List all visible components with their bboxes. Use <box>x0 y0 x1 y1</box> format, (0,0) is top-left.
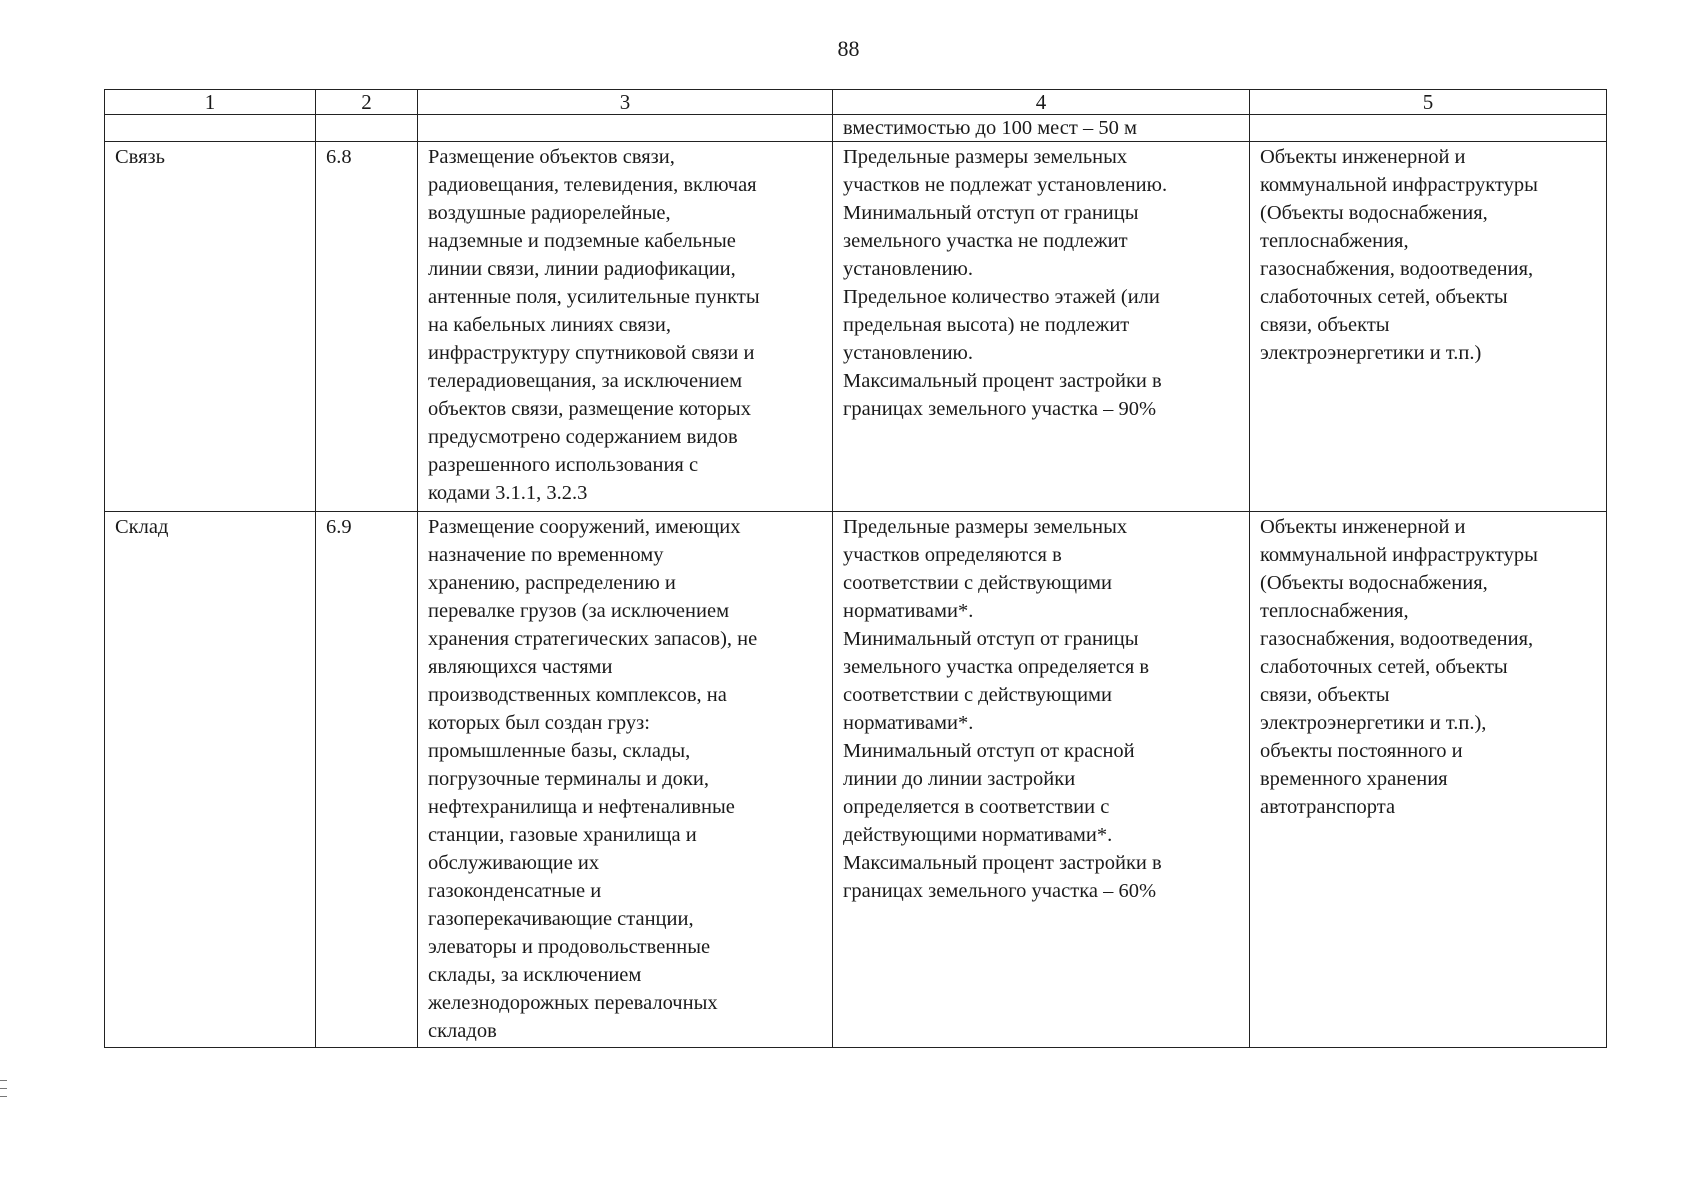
use-parameters: Предельные размеры земельных участков определяются в соответствии с действующими нормативами*. Минимальный отступ от границы земельного участка определяется в соответствии с действующими нормативами*. Минимальный отступ от красной линии до линии застройки определяется в соответствии с действующими нормативами*. Максимальный процент застройки в границах земельного участка – 60% <box>833 512 1250 1048</box>
use-description: Размещение сооружений, имеющих назначение по временному хранению, распределению и перевалке грузов (за исключением хранения стратегических запасов), не являющихся частями производственных комплексов, на которых был создан груз: промышленные базы, склады, погрузочные терминалы и доки, нефтехранилища и нефтеналивные станции, газовые хранилища и обслуживающие их газоконденсатные и газоперекачивающие станции, элеваторы и продовольственные склады, за исключением железнодорожных перевалочных складов <box>418 512 833 1048</box>
use-auxiliary: Объекты инженерной и коммунальной инфраструктуры (Объекты водоснабжения, теплоснабжения, газоснабжения, водоотведения, слаботочных сетей, объекты связи, объекты электроэнергетики и т.п.), объекты постоянного и временного хранения автотранспорта <box>1250 512 1607 1048</box>
margin-mark <box>0 1096 7 1097</box>
header-cell-1: 1 <box>105 90 316 115</box>
continuation-cell-1 <box>105 115 316 142</box>
margin-mark <box>0 1088 7 1089</box>
use-description: Размещение объектов связи, радиовещания, телевидения, включая воздушные радиорелейные, надземные и подземные кабельные линии связи, линии радиофикации, антенные поля, усилительные пункты на кабельных линиях связи, инфраструктуру спутниковой связи и телерадиовещания, за исключением объектов связи, размещение которых предусмотрено содержанием видов разрешенного использования с кодами 3.1.1, 3.2.3 <box>418 142 833 512</box>
continuation-cell-2 <box>316 115 418 142</box>
use-parameters: Предельные размеры земельных участков не подлежат установлению. Минимальный отступ от границы земельного участка не подлежит установлению. Предельное количество этажей (или предельная высота) не подлежит установлению. Максимальный процент застройки в границах земельного участка – 90% <box>833 142 1250 512</box>
table-row <box>105 512 1607 1048</box>
land-use-table <box>104 89 1607 1048</box>
use-name: Склад <box>105 512 316 1048</box>
header-row <box>105 90 1607 115</box>
continuation-cell-4: вместимостью до 100 мест – 50 м <box>833 115 1250 142</box>
continuation-cell-3 <box>418 115 833 142</box>
table-row <box>105 142 1607 512</box>
use-name: Связь <box>105 142 316 512</box>
use-auxiliary: Объекты инженерной и коммунальной инфраструктуры (Объекты водоснабжения, теплоснабжения, газоснабжения, водоотведения, слаботочных сетей, объекты связи, объекты электроэнергетики и т.п.) <box>1250 142 1607 512</box>
use-code: 6.8 <box>316 142 418 512</box>
use-code: 6.9 <box>316 512 418 1048</box>
header-cell-4: 4 <box>833 90 1250 115</box>
continuation-cell-5 <box>1250 115 1607 142</box>
header-cell-3: 3 <box>418 90 833 115</box>
header-cell-5: 5 <box>1250 90 1607 115</box>
header-cell-2: 2 <box>316 90 418 115</box>
page-number: 88 <box>837 36 860 61</box>
continuation-row <box>105 115 1607 142</box>
margin-mark <box>0 1080 7 1081</box>
